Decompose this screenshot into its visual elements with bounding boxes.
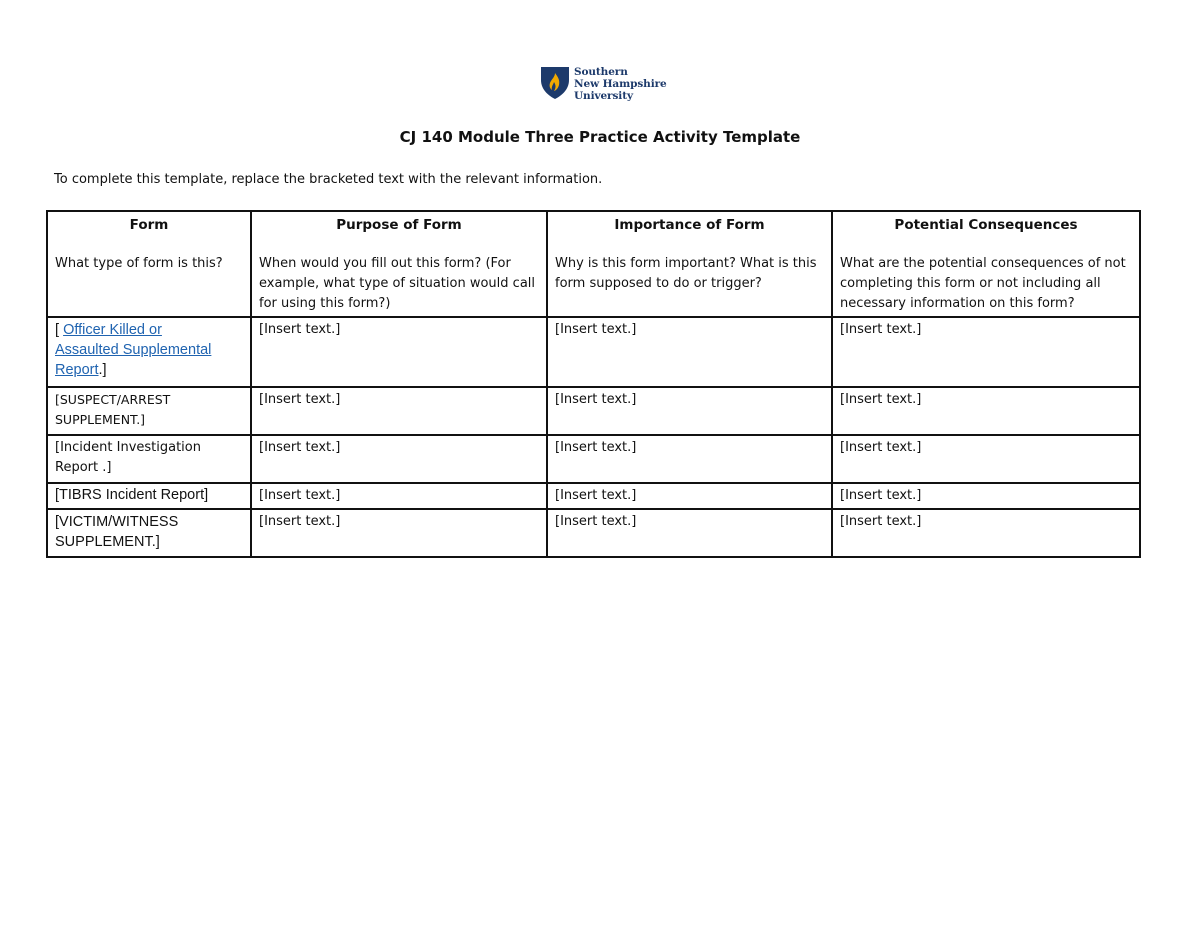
consequences-cell[interactable]: [Insert text.] xyxy=(832,435,1140,483)
header-title: Purpose of Form xyxy=(336,217,462,233)
consequences-cell[interactable]: [Insert text.] xyxy=(832,387,1140,435)
instructions-text: To complete this template, replace the bracketed text with the relevant information. xyxy=(54,172,603,187)
header-title: Form xyxy=(129,217,169,233)
form-cell: [VICTIM/WITNESS SUPPLEMENT.] xyxy=(47,509,251,557)
purpose-cell[interactable]: [Insert text.] xyxy=(251,435,547,483)
table-row xyxy=(47,387,1140,435)
importance-cell[interactable]: [Insert text.] xyxy=(547,387,832,435)
document-title: CJ 140 Module Three Practice Activity Template xyxy=(399,128,801,146)
importance-cell[interactable]: [Insert text.] xyxy=(547,435,832,483)
header-consequences xyxy=(832,211,1140,317)
header-title: Importance of Form xyxy=(614,217,765,233)
logo-line-3: University xyxy=(574,90,633,102)
importance-cell[interactable]: [Insert text.] xyxy=(547,509,832,557)
importance-cell[interactable]: [Insert text.] xyxy=(547,483,832,509)
form-cell: [SUSPECT/ARREST SUPPLEMENT.] xyxy=(47,387,251,435)
shield-flame-icon xyxy=(540,66,570,100)
header-purpose xyxy=(251,211,547,317)
logo-wordmark xyxy=(574,66,667,102)
consequences-cell[interactable]: [Insert text.] xyxy=(832,509,1140,557)
form-cell: [TIBRS Incident Report] xyxy=(47,483,251,509)
purpose-cell[interactable]: [Insert text.] xyxy=(251,317,547,387)
purpose-cell[interactable]: [Insert text.] xyxy=(251,387,547,435)
form-prefix: [ xyxy=(55,322,64,338)
purpose-cell[interactable]: [Insert text.] xyxy=(251,483,547,509)
university-logo xyxy=(540,66,667,102)
logo-line-2: New Hampshire xyxy=(574,78,667,90)
forms-table xyxy=(46,210,1141,558)
table-row xyxy=(47,483,1140,509)
header-prompt: What type of form is this? xyxy=(55,256,223,271)
purpose-cell[interactable]: [Insert text.] xyxy=(251,509,547,557)
form-cell: [Incident Investigation Report .] xyxy=(47,435,251,483)
table-row xyxy=(47,509,1140,557)
importance-cell[interactable]: [Insert text.] xyxy=(547,317,832,387)
table-header-row xyxy=(47,211,1140,317)
table-row xyxy=(47,317,1140,387)
header-form xyxy=(47,211,251,317)
header-prompt: When would you fill out this form? (For example, what type of situation would call for using this form?) xyxy=(259,256,536,311)
header-prompt: Why is this form important? What is this form supposed to do or trigger? xyxy=(555,256,817,291)
consequences-cell[interactable]: [Insert text.] xyxy=(832,317,1140,387)
header-title: Potential Consequences xyxy=(894,217,1078,233)
form-cell xyxy=(47,317,251,387)
form-suffix: .] xyxy=(98,362,107,378)
form-link[interactable]: Officer Killed or Assaulted Supplemental Report xyxy=(55,322,212,378)
header-importance xyxy=(547,211,832,317)
header-prompt: What are the potential consequences of not completing this form or not including all necessary information on this form? xyxy=(840,256,1126,311)
logo-line-1: Southern xyxy=(574,66,628,78)
consequences-cell[interactable]: [Insert text.] xyxy=(832,483,1140,509)
table-row xyxy=(47,435,1140,483)
